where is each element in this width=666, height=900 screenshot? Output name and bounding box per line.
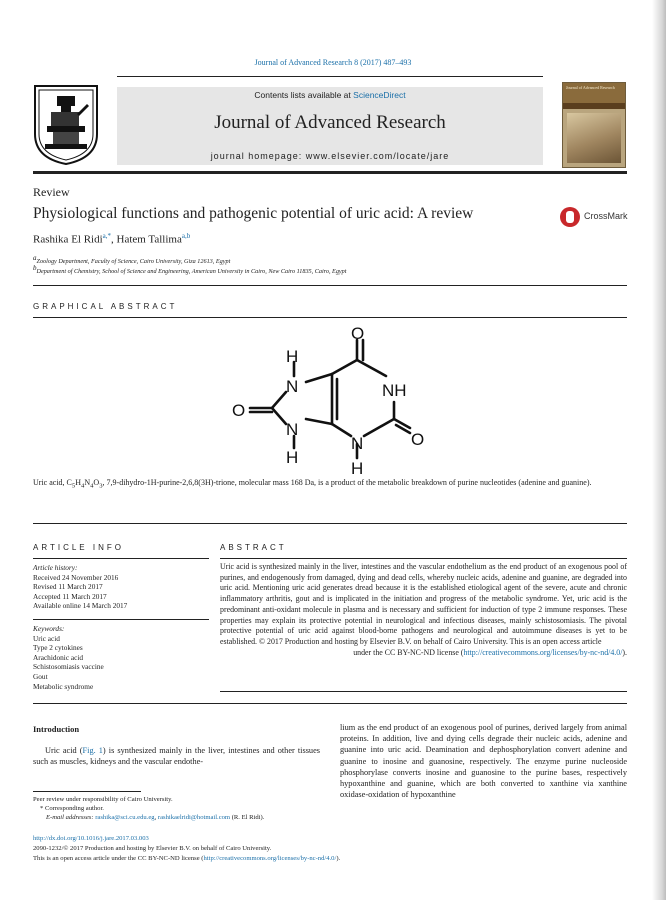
open-access-line [33,854,633,863]
crossmark-icon [560,207,580,227]
history-received: Received 24 November 2016 [33,572,119,582]
license-prefix: under the CC BY-NC-ND license ( [353,647,464,657]
keyword-item: Metabolic syndrome [33,681,94,691]
page-edge-shadow [652,0,666,900]
graphical-abstract-caption [33,478,633,492]
history-available: Available online 14 March 2017 [33,601,128,611]
doi-link[interactable] [33,834,633,843]
uric-acid-structure [214,326,450,480]
crossmark-label: CrossMark [584,211,628,221]
abstract-text: Uric acid is synthesized mainly in the liver, intestines and the vascular endothelium as the end product of an exogenous pool of purines, and endogenously from damaged, dying and dead cells, whereby nucleic acids, adenine and guanine, are degraded into uric acid. Mentioning uric acid generates dread because it is the established etiological agent of the severe, acute and chronic inflammatory arthritis, gout and is implicated in the initiation and progress of the metabolic syndrome. Yet, uric acid is the predominant anti-oxidant molecule in plasma and is necessary and sufficient for induction of type 2 immune responses. These properties may explain its protective potential in neurological and infectious diseases, mainly schistosomiasis. The pivotal protective potential of uric acid against blood-borne pathogens and neurological and autoimmune diseases is yet to be established. [220,562,627,646]
formula-sub-3: 4 [90,482,94,490]
formula-sub-4: 3 [99,482,103,490]
keyword-item: Gout [33,671,48,681]
license-link[interactable]: http://creativecommons.org/licenses/by-nc-nd/4.0/ [463,647,623,657]
journal-cover-image [562,82,626,168]
oa-prefix: This is an open access article under the CC BY-NC-ND license ( [33,855,204,862]
author-1-affil[interactable]: a,* [102,232,112,240]
atom-h-bottom-left: H [286,448,299,467]
journal-citation[interactable]: Journal of Advanced Research 8 (2017) 487–493 [254,58,412,67]
oa-license-link[interactable]: http://creativecommons.org/licenses/by-nc-nd/4.0/ [203,855,337,862]
atom-n-bottom-left: N [286,420,299,439]
atom-nh-right: NH [382,381,407,400]
footnote-rule [33,791,141,792]
atom-n-bottom: N [351,434,364,453]
intro-left-post: ) is synthesized mainly in the liver, intestines and other tissues such as muscles, kidneys and the vascular endothe- [33,746,320,767]
email-label: E-mail addresses: [46,814,94,821]
author-1: Rashika El Ridi [33,233,103,246]
affil-b-marker: b [33,264,37,272]
crossmark-button[interactable] [560,207,632,229]
graphical-abstract-rule [33,317,627,318]
atom-o-left: O [232,401,246,420]
formula-n: N [84,478,91,487]
formula-o: O [93,478,100,487]
article-history [33,563,209,611]
affil-a-text: Zoology Department, Faculty of Science, Cairo University, Giza 12613, Egypt [36,258,231,266]
author-2-affil[interactable]: a,b [181,232,191,240]
license-suffix: ). [622,647,627,657]
oa-suffix: ). [336,855,341,862]
email-link-2[interactable]: rashikaelridi@hotmail.com [157,814,231,821]
contents-prefix: Contents lists available at [254,90,351,100]
formula-sub-2: 4 [80,482,85,490]
history-label: Article history: [33,563,78,572]
abstract-body [220,562,627,658]
journal-homepage[interactable]: journal homepage: www.elsevier.com/locate/jare [210,151,450,161]
sciencedirect-link[interactable]: ScienceDirect [353,90,406,100]
formula-h: H [75,478,81,487]
author-2: Hatem Tallima [116,233,182,246]
email-separator: , [154,814,158,821]
abstract-copyright: © 2017 Production and hosting by Elsevier B.V. on behalf of Cairo University. This is an open access article [259,636,602,646]
introduction-heading: Introduction [33,724,80,734]
keywords-label: Keywords: [33,624,65,633]
peer-review-note: Peer review under responsibility of Cairo University. [33,796,173,803]
article-info-heading: ARTICLE INFO [33,543,124,552]
email-link-1[interactable]: rashika@sci.cu.edu.eg [95,814,155,821]
abstract-rule [220,558,627,559]
affil-rule [33,285,627,286]
affil-b-text: Department of Chemistry, School of Science and Engineering, American University in Cairo, New Cairo 11835, Cairo, Egypt [36,268,347,276]
caption-rest: , 7,9-dihydro-1H-purine-2,6,8(3H)-trione, molecular mass 168 Da, is a product of the metabolic breakdown of purine nucleotides (adenine and guanine). [102,478,592,487]
formula-sub-1: 5 [71,482,76,490]
header-top-rule [117,76,543,77]
affiliation-b [33,264,346,275]
caption-prefix: Uric acid, C [33,478,72,487]
article-type: Review [33,185,70,199]
history-accepted: Accepted 11 March 2017 [33,591,107,601]
atom-h-bottom: H [351,459,364,478]
corresponding-marker: * [40,805,44,812]
email-owner: (R. El Ridi). [230,814,265,821]
keywords-list [33,624,209,691]
intro-left-pre: Uric acid ( [45,746,83,755]
abstract-license [220,648,627,659]
contents-line [117,90,543,100]
paper-title: Physiological functions and pathogenic potential of uric acid: A review [33,205,474,222]
atom-n-top-left: N [286,377,299,396]
atom-o-top: O [351,326,365,343]
author-separator: , [111,233,117,246]
header-thick-rule [33,171,627,174]
keyword-item: Arachidonic acid [33,652,84,662]
cover-title: Journal of Advanced Research [566,85,615,90]
abstract-heading: ABSTRACT [220,543,287,552]
article-info-rule [33,558,209,559]
graphical-abstract-heading: GRAPHICAL ABSTRACT [33,302,178,311]
keyword-item: Type 2 cytokines [33,643,83,653]
affil-a-marker: a [33,254,37,262]
abstract-bottom-rule [220,691,627,692]
corresponding-note [40,804,104,813]
history-revised: Revised 11 March 2017 [33,582,103,592]
email-note [46,813,264,822]
intro-right-column: lium as the end product of an exogenous pool of purines, derived largely from animal proteins. In addition, live and dying cells degrade their nucleic acids, adenine and guanine into uric acid. Deamination and dephosphorylation convert adenine and guanine to inosine and guanosine, respectively. The enzyme purine nucleoside phosphorylase converts inosine and guanosine to the purine bases, respectively hypoxanthine and guanine, which are both converted to xanthine via xanthine oxidase-oxidation of hypoxanthine [340,723,627,800]
intro-left-column [33,745,320,767]
journal-title: Journal of Advanced Research [214,112,446,133]
keyword-item: Schistosomiasis vaccine [33,662,104,672]
atom-o-right: O [411,430,425,449]
graphical-abstract-bottom-rule [33,523,627,524]
corresponding-text: Corresponding author. [44,805,104,812]
body-top-rule [33,703,627,704]
keywords-rule [33,619,209,620]
cairo-university-logo [33,84,99,166]
issn-line: 2090-1232/© 2017 Production and hosting by Elsevier B.V. on behalf of Cairo University. [33,845,272,852]
doi-text[interactable]: http://dx.doi.org/10.1016/j.jare.2017.03.003 [33,835,149,842]
keyword-item: Uric acid [33,633,60,643]
atom-h-top-left: H [286,347,299,366]
author-list [33,232,190,246]
figure-1-link[interactable]: Fig. 1 [82,746,103,755]
